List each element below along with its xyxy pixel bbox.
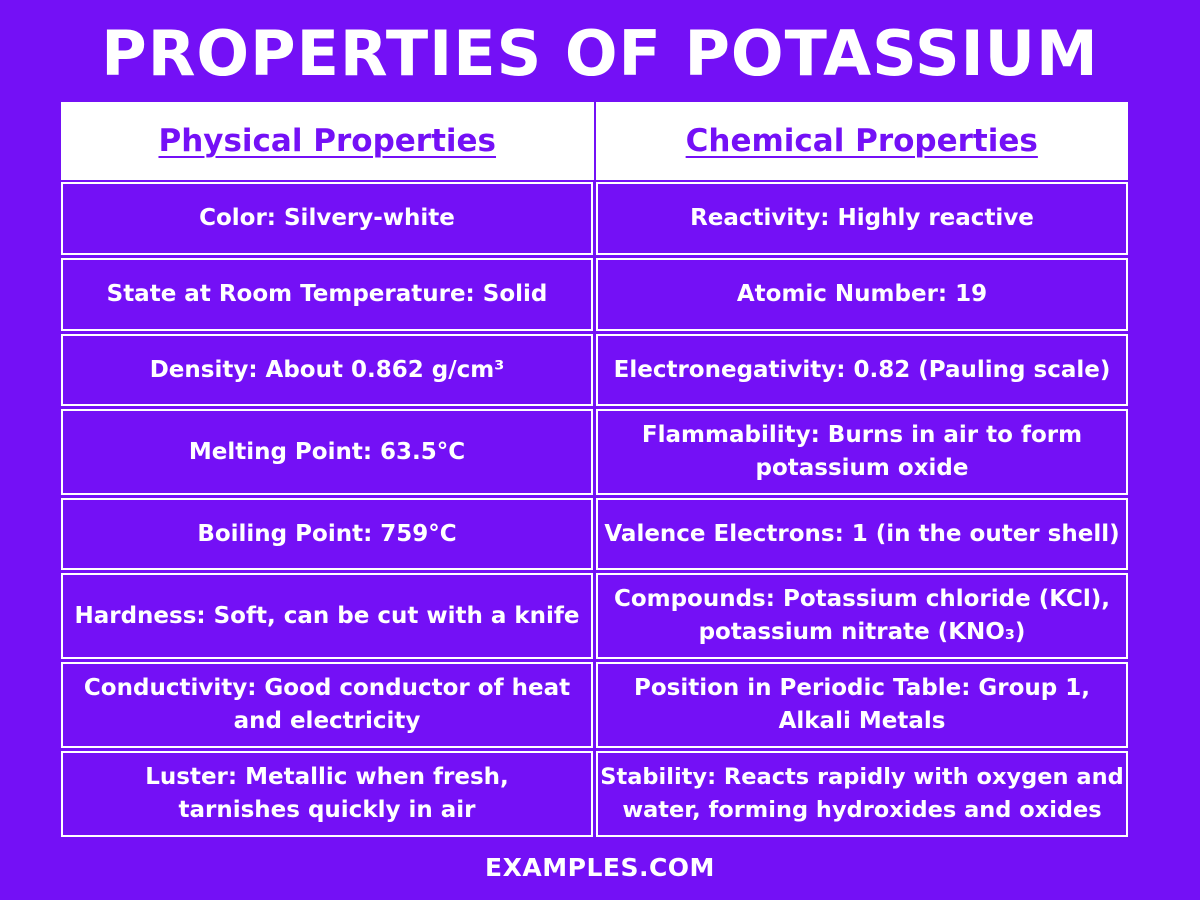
footer-brand: EXAMPLES.COM [485,853,715,882]
table-row [61,573,1128,659]
chemical-cell: Position in Periodic Table: Group 1, Alkali Metals [596,662,1128,748]
physical-cell: Density: About 0.862 g/cm³ [61,334,593,406]
chemical-cell: Flammability: Burns in air to form potassium oxide [596,409,1128,495]
physical-cell: Conductivity: Good conductor of heat and electricity [61,662,593,748]
chemical-cell: Compounds: Potassium chloride (KCl), potassium nitrate (KNO₃) [596,573,1128,659]
physical-cell: State at Room Temperature: Solid [61,258,593,331]
physical-cell: Boiling Point: 759°C [61,498,593,570]
table-row [61,334,1128,406]
chemical-cell: Reactivity: Highly reactive [596,182,1128,255]
table-row [61,662,1128,748]
table-row [61,498,1128,570]
chemical-cell: Stability: Reacts rapidly with oxygen and water, forming hydroxides and oxides [596,751,1128,837]
chemical-cell: Valence Electrons: 1 (in the outer shell) [596,498,1128,570]
table-header [61,102,1128,180]
page-title: PROPERTIES OF POTASSIUM [101,17,1099,90]
physical-cell: Hardness: Soft, can be cut with a knife [61,573,593,659]
chemical-cell: Atomic Number: 19 [596,258,1128,331]
physical-cell: Color: Silvery-white [61,182,593,255]
table-row [61,258,1128,331]
table-row [61,182,1128,255]
header-physical-properties: Physical Properties [158,123,497,159]
physical-cell: Melting Point: 63.5°C [61,409,593,495]
header-chemical-properties: Chemical Properties [685,123,1038,159]
physical-cell: Luster: Metallic when fresh, tarnishes quickly in air [61,751,593,837]
chemical-cell: Electronegativity: 0.82 (Pauling scale) [596,334,1128,406]
table-row [61,751,1128,837]
table-row [61,409,1128,495]
